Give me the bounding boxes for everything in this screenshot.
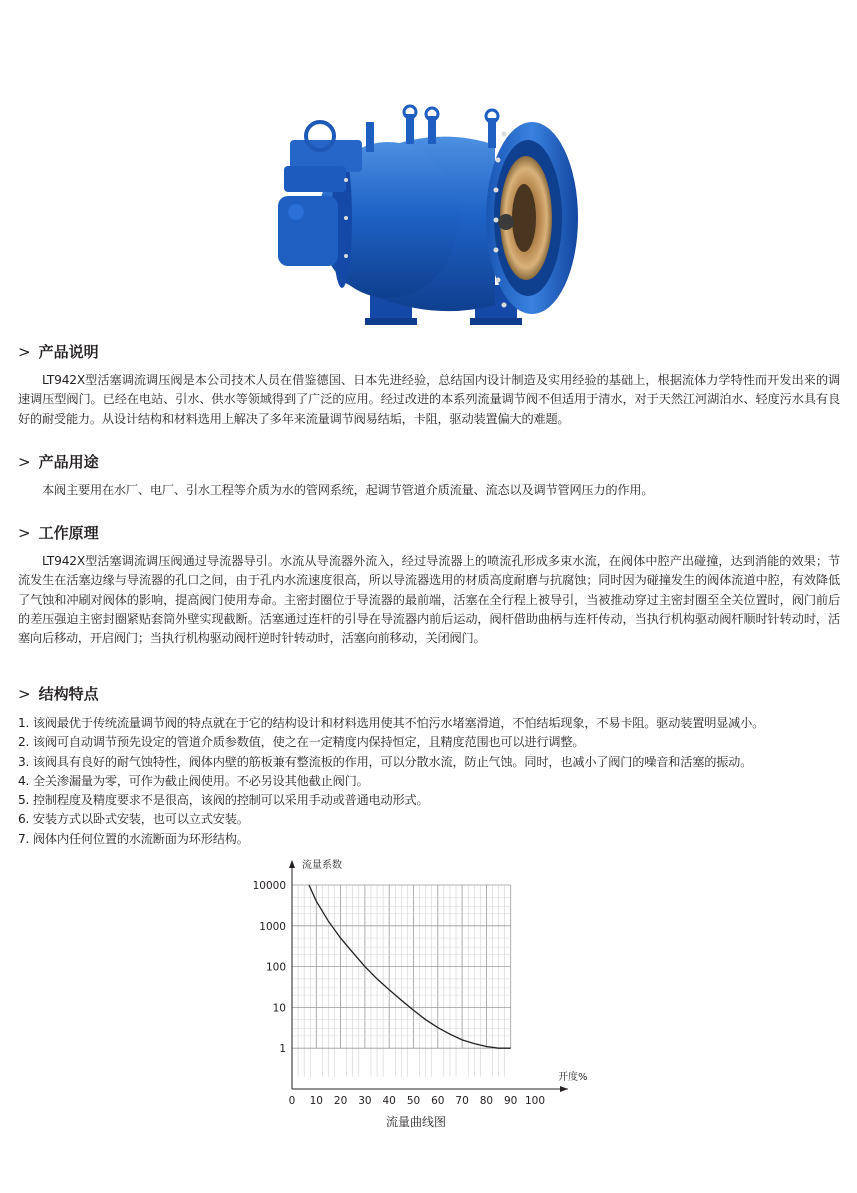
section-arrow: >	[18, 524, 31, 542]
section-title	[18, 522, 840, 544]
feature-item: 6. 安装方式以卧式安装，也可以立式安装。	[18, 812, 249, 827]
x-tick-label: 20	[333, 1095, 348, 1107]
x-tick-label: 10	[309, 1095, 323, 1107]
section-title-text: 产品用途	[38, 453, 99, 471]
section-title-text: 工作原理	[38, 524, 99, 542]
y-axis-label: 流量系数	[302, 860, 342, 871]
section-title	[18, 341, 840, 363]
x-tick-label: 50	[406, 1095, 421, 1107]
x-tick-label: 80	[479, 1095, 494, 1107]
flow-curve-chart	[240, 850, 588, 1135]
y-tick-label: 1	[279, 1043, 286, 1056]
feature-item: 2. 该阀可自动调节预先设定的管道介质参数值，使之在一定精度内保持恒定，且精度范围也可以进行调整。	[18, 735, 585, 750]
x-tick-label: 30	[358, 1095, 372, 1107]
y-axis-arrow	[289, 860, 295, 868]
x-axis-arrow	[560, 1086, 568, 1092]
section-arrow: >	[18, 343, 31, 361]
section-usage	[18, 451, 840, 500]
description-paragraph: LT942X型活塞调流调压阀是本公司技术人员在借鉴德国、日本先进经验，总结国内设计制造及实用经验的基础上，根据流体力学特性而开发出来的调速调压型阀门。已经在电站、引水、供水等领域得到了广泛的应用。经过改进的本系列流量调节阀不但适用于清水，对于天然江河湖泊水、轻度污水具有良好的耐受能力。从设计结构和材料选用上解决了多年来流量调节阀易结垢，卡阻，驱动装置偏大的难题。	[18, 373, 840, 426]
section-arrow: >	[18, 453, 31, 471]
section-title-text: 产品说明	[38, 343, 99, 361]
section-arrow: >	[18, 685, 31, 703]
feature-item: 7. 阀体内任何位置的水流断面为环形结构。	[18, 831, 249, 846]
section-title-text: 结构特点	[38, 685, 99, 703]
x-tick-label: 90	[504, 1095, 518, 1107]
principle-paragraph: LT942X型活塞调流调压阀通过导流器导引。水流从导流器外流入，经过导流器上的喷流孔形成多束水流，在阀体中腔产出碰撞，达到消能的效果；节流发生在活塞边缘与导流器的孔口之间，由于孔内水流速度很高，所以导流器选用的材质高度耐磨与抗腐蚀；同时因为碰撞发生的阀体流道中腔，有效降低了气蚀和冲刷对阀体的影响，提高阀门使用寿命。主密封圈位于导流器的最前端，活塞在全行程上被导引，当被推动穿过主密封圈至全关位置时，阀门前后的差压强迫主密封圈紧贴套筒外壁实现截断。活塞通过连杆的引导在导流器内前后运动，阀杆借助曲柄与连杆传动，当执行机构驱动阀杆顺时针转动时，活塞向后移动，开启阀门；当执行机构驱动阀杆逆时针转动时，活塞向前移动，关闭阀门。	[18, 554, 840, 646]
section-title	[18, 683, 840, 705]
chart-ticks	[253, 880, 545, 1107]
x-tick-label: 0	[288, 1095, 296, 1107]
feature-item: 3. 该阀具有良好的耐气蚀特性，阀体内壁的筋板兼有整流板的作用，可以分散水流，防止气蚀。同时，也减小了阀门的噪音和活塞的振动。	[18, 754, 753, 769]
section-features	[18, 683, 840, 849]
section-principle	[18, 522, 840, 648]
y-tick-label: 100	[265, 961, 286, 974]
section-title	[18, 451, 840, 473]
chart-title: 流量曲线图	[385, 1115, 447, 1129]
x-tick-label: 100	[524, 1095, 546, 1107]
x-tick-label: 40	[382, 1095, 396, 1107]
x-tick-label: 60	[431, 1095, 445, 1107]
x-axis-label: 开度%	[558, 1072, 588, 1083]
x-tick-label: 70	[455, 1095, 469, 1107]
feature-item: 5. 控制程度及精度要求不是很高，该阀的控制可以采用手动或普通电动形式。	[18, 793, 429, 808]
usage-paragraph: 本阀主要用在水厂、电厂、引水工程等介质为水的管网系统，起调节管道介质流量、流态以及调节管网压力的作用。	[42, 483, 654, 497]
chart-grid	[292, 885, 511, 1077]
y-tick-label: 10	[272, 1002, 286, 1015]
feature-item: 4. 全关渗漏量为零，可作为截止阀使用。不必另设其他截止阀门。	[18, 773, 369, 788]
feature-item: 1. 该阀最优于传统流量调节阀的特点就在于它的结构设计和材料选用使其不怕污水堵塞滑道，不怕结垢现象，不易卡阻。驱动装置明显减小。	[18, 716, 765, 730]
y-tick-label: 10000	[252, 880, 286, 892]
y-tick-label: 1000	[259, 920, 286, 933]
section-description	[18, 341, 840, 429]
chart-axes	[289, 860, 568, 1092]
features-list	[18, 714, 840, 849]
valve-photo	[270, 100, 600, 335]
